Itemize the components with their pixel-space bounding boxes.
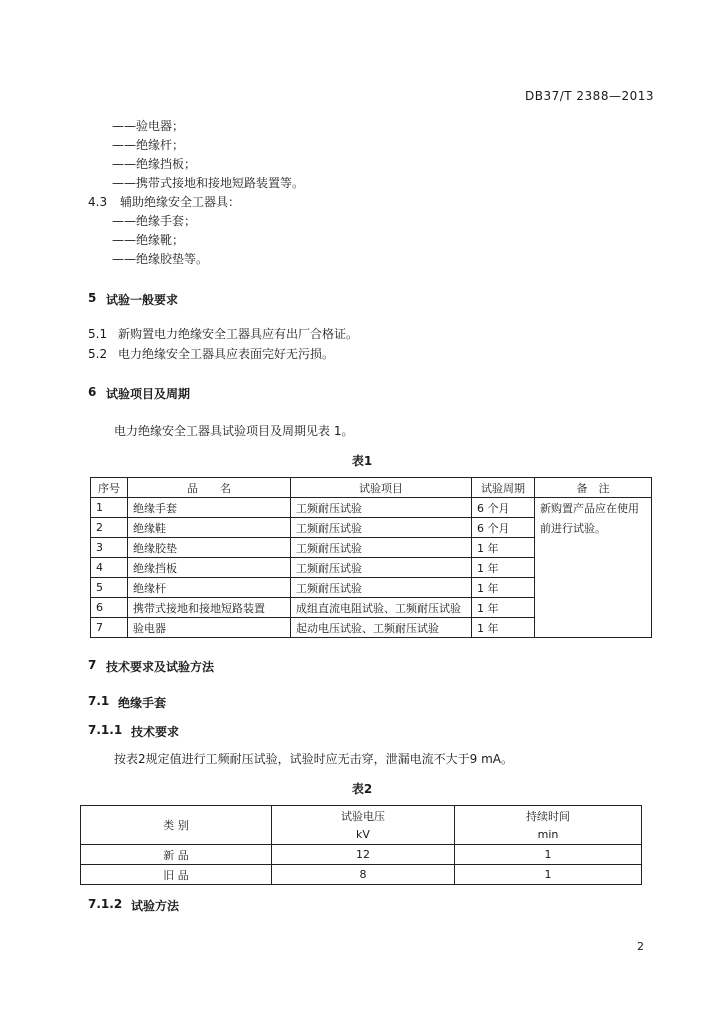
table-cell: 验电器 (128, 618, 291, 638)
list-item: ——绝缘杆； (112, 138, 185, 152)
table-cell: 新 品 (81, 845, 272, 865)
table-cell: 6 个月 (472, 498, 535, 518)
table2 (80, 805, 642, 885)
table-header: 序号 (91, 478, 128, 498)
table-cell: 绝缘杆 (128, 578, 291, 598)
table-cell: 工频耐压试验 (291, 558, 472, 578)
table-cell: 1 年 (472, 578, 535, 598)
list-item: ——绝缘手套； (112, 214, 197, 228)
table-row (81, 865, 642, 885)
table-cell: 工频耐压试验 (291, 498, 472, 518)
table-header-row (91, 478, 652, 498)
table-cell: 2 (91, 518, 128, 538)
table2-caption: 表2 (351, 782, 373, 796)
table-header: 试验电压 (272, 806, 455, 826)
table-cell: 绝缘鞋 (128, 518, 291, 538)
table-cell: 1 (455, 845, 642, 865)
table-cell: 8 (272, 865, 455, 885)
table-header-unit: kV (272, 825, 455, 845)
page-number: 2 (637, 940, 644, 953)
section-6-body: 电力绝缘安全工器具试验项目及周期见表 1。 (114, 424, 354, 438)
section-7-1-2-title: 试验方法 (131, 899, 180, 913)
section-7-1-1-number: 7.1.1 (88, 723, 123, 737)
table-cell: 起动电压试验、工频耐压试验 (291, 618, 472, 638)
table-cell: 成组直流电阻试验、工频耐压试验 (291, 598, 472, 618)
section-6-number: 6 (88, 385, 97, 399)
table-header: 品 名 (128, 478, 291, 498)
table-cell: 3 (91, 538, 128, 558)
table-cell: 绝缘手套 (128, 498, 291, 518)
section-7-title: 技术要求及试验方法 (106, 660, 215, 674)
section-4-3-number: 4.3 (88, 195, 108, 209)
table-cell: 绝缘胶垫 (128, 538, 291, 558)
table-header: 试验项目 (291, 478, 472, 498)
section-4-3-title: 辅助绝缘安全工器具： (120, 195, 241, 209)
section-7-1-1-title: 技术要求 (131, 725, 180, 739)
table-cell: 携带式接地和接地短路装置 (128, 598, 291, 618)
table-row (81, 845, 642, 865)
table-row (91, 498, 652, 518)
section-7-1-2-number: 7.1.2 (88, 897, 123, 911)
table-cell: 5 (91, 578, 128, 598)
section-7-number: 7 (88, 658, 97, 672)
table-cell: 工频耐压试验 (291, 578, 472, 598)
table-cell: 1 年 (472, 618, 535, 638)
section-6-title: 试验项目及周期 (106, 387, 191, 401)
table-cell: 旧 品 (81, 865, 272, 885)
clause-5-2-number: 5.2 (88, 347, 108, 361)
table-header: 类 别 (81, 806, 272, 845)
table-cell: 工频耐压试验 (291, 518, 472, 538)
table-cell: 7 (91, 618, 128, 638)
table-cell: 6 个月 (472, 518, 535, 538)
table1 (90, 477, 652, 638)
list-item: ——验电器； (112, 119, 185, 133)
list-item: ——绝缘靴； (112, 233, 185, 247)
section-7-1-1-body: 按表2规定值进行工频耐压试验，试验时应无击穿，泄漏电流不大于9 mA。 (114, 752, 513, 766)
table-cell: 1 (455, 865, 642, 885)
table-header: 备 注 (535, 478, 652, 498)
table-cell: 工频耐压试验 (291, 538, 472, 558)
list-item: ——绝缘挡板； (112, 157, 197, 171)
table-header-unit: min (455, 825, 642, 845)
table-cell: 6 (91, 598, 128, 618)
table-remark: 新购置产品应在使用前进行试验。 (535, 498, 652, 638)
section-7-1-title: 绝缘手套 (118, 696, 167, 710)
table-header-row (81, 806, 642, 826)
table-header: 试验周期 (472, 478, 535, 498)
table-cell: 1 年 (472, 558, 535, 578)
document-code: DB37/T 2388—2013 (524, 89, 654, 103)
section-5-title: 试验一般要求 (106, 293, 179, 307)
table-cell: 4 (91, 558, 128, 578)
clause-5-1-text: 新购置电力绝缘安全工器具应有出厂合格证。 (118, 327, 359, 341)
clause-5-1-number: 5.1 (88, 327, 108, 341)
table-cell: 绝缘挡板 (128, 558, 291, 578)
table-cell: 1 年 (472, 598, 535, 618)
table-cell: 1 (91, 498, 128, 518)
table1-caption: 表1 (351, 454, 373, 468)
list-item: ——携带式接地和接地短路装置等。 (112, 176, 305, 190)
section-7-1-number: 7.1 (88, 694, 110, 708)
section-5-number: 5 (88, 291, 97, 305)
table-cell: 1 年 (472, 538, 535, 558)
table-header: 持续时间 (455, 806, 642, 826)
list-item: ——绝缘胶垫等。 (112, 252, 209, 266)
clause-5-2-text: 电力绝缘安全工器具应表面完好无污损。 (118, 347, 335, 361)
table-cell: 12 (272, 845, 455, 865)
